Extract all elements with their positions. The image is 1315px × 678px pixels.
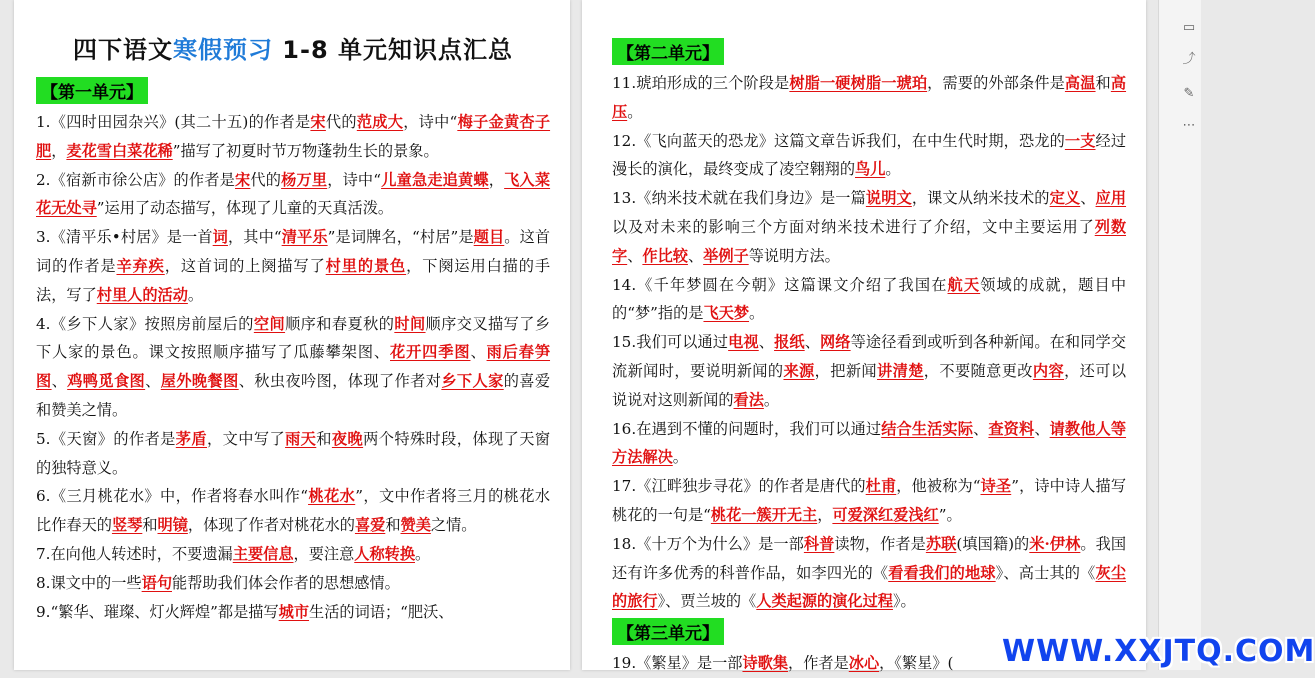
title-part-3: 1-8 单元知识点汇总 bbox=[272, 36, 514, 64]
answer-text: 查资料 bbox=[988, 419, 1035, 438]
answer-text: 村里的景色 bbox=[325, 256, 407, 275]
item-text: 、 bbox=[145, 372, 161, 391]
item-text: 11.琥珀形成的三个阶段是 bbox=[612, 74, 790, 92]
item-text: 9.“繁华、璀璨、灯火辉煌”都是描写 bbox=[36, 602, 279, 621]
item-text: ，文中写了 bbox=[207, 429, 286, 448]
item-text: 1.《四时田园杂兴》(其二十五)的作者是 bbox=[36, 113, 311, 131]
answer-text: 应用 bbox=[1095, 189, 1127, 208]
item-text: 经过漫长的演化，最终变成了凌空翱翔的 bbox=[612, 131, 1127, 179]
knowledge-item bbox=[612, 69, 1126, 127]
answer-text: 语句 bbox=[141, 573, 172, 592]
knowledge-item bbox=[36, 108, 550, 166]
answer-text: 杜甫 bbox=[865, 477, 897, 496]
answer-text: 举例子 bbox=[703, 246, 749, 265]
answer-text: 请教他人等方法解决 bbox=[612, 419, 1127, 467]
document-page-right bbox=[582, 0, 1146, 673]
knowledge-item bbox=[612, 271, 1126, 329]
item-text: 。 bbox=[749, 304, 765, 323]
answer-text: 辛弃疾 bbox=[116, 256, 165, 275]
answer-text: 可爱深红爱浅红 bbox=[832, 505, 939, 524]
item-text: 生活的词语；“肥沃、 bbox=[309, 602, 454, 621]
answer-text: 飞天梦 bbox=[703, 304, 750, 323]
item-text: ”是词牌名，“村居”是 bbox=[327, 228, 474, 247]
knowledge-item bbox=[612, 472, 1126, 530]
answer-text: 电视 bbox=[728, 333, 759, 352]
answer-text: 苏联 bbox=[925, 534, 957, 553]
item-text: ，需要的外部条件是 bbox=[927, 74, 1065, 92]
item-text: ”，诗中诗人描写桃花的一句是“ bbox=[612, 477, 1127, 524]
answer-text: 内容 bbox=[1032, 361, 1065, 380]
item-text: (填国籍)的 bbox=[956, 534, 1030, 553]
answer-text: 城市 bbox=[278, 602, 310, 621]
item-text: 等说明方法。 bbox=[748, 246, 840, 265]
page-icon[interactable]: ▭ bbox=[1182, 20, 1196, 35]
title-part-1: 四下语文 bbox=[72, 36, 173, 64]
item-text: ，作者是 bbox=[788, 654, 849, 673]
item-text: ”运用了动态描写，体现了儿童的天真活泼。 bbox=[96, 199, 394, 218]
item-text: 。 bbox=[885, 160, 901, 179]
knowledge-item bbox=[612, 415, 1126, 473]
answer-text: 来源 bbox=[783, 361, 815, 380]
item-text: 8.课文中的一些 bbox=[36, 573, 142, 592]
item-text: ， bbox=[817, 505, 833, 524]
answer-text: 作比较 bbox=[642, 246, 688, 265]
item-text: 。 bbox=[627, 102, 643, 121]
item-text: 和 bbox=[1095, 74, 1111, 92]
more-icon[interactable]: ⋯ bbox=[1182, 118, 1196, 133]
answer-text: 一支 bbox=[1064, 131, 1096, 150]
document-page-left bbox=[14, 0, 570, 670]
answer-text: 飞入菜花无处寻 bbox=[36, 170, 551, 218]
item-text: ，《繁星》( bbox=[879, 654, 954, 673]
answer-text: 结合生活实际 bbox=[881, 419, 974, 438]
answer-text: 主要信息 bbox=[232, 544, 294, 563]
item-text: 2.《宿新市徐公店》的作者是 bbox=[36, 170, 235, 189]
item-text: 17.《江畔独步寻花》的作者是唐代的 bbox=[612, 477, 866, 496]
item-text: ，要注意 bbox=[293, 544, 355, 563]
answer-text: 冰心 bbox=[848, 654, 880, 673]
knowledge-item bbox=[36, 540, 550, 569]
item-text: 代的 bbox=[250, 170, 282, 189]
item-text: 12.《飞向蓝天的恐龙》这篇文章告诉我们，在中生代时期，恐龙的 bbox=[612, 131, 1065, 150]
answer-text: 诗歌集 bbox=[742, 654, 789, 673]
item-text: 能帮助我们体会作者的思想感情。 bbox=[172, 573, 400, 592]
item-text: ，把新闻 bbox=[814, 361, 878, 380]
unit-heading-3: 【第三单元】 bbox=[612, 618, 724, 645]
item-text: ，课文从纳米技术的 bbox=[911, 189, 1050, 208]
item-text: ，不要随意更改 bbox=[923, 361, 1033, 380]
answer-text: 高温 bbox=[1064, 74, 1096, 92]
answer-text: 宋 bbox=[235, 170, 251, 189]
item-text: 、 bbox=[804, 333, 820, 352]
answer-text: 看看我们的地球 bbox=[888, 563, 996, 582]
item-text: 、 bbox=[1080, 189, 1096, 208]
answer-text: 鸟儿 bbox=[855, 160, 886, 179]
item-text: 19.《繁星》是一部 bbox=[612, 654, 743, 673]
item-text: ，诗中“ bbox=[327, 170, 382, 189]
answer-text: 时间 bbox=[394, 314, 426, 333]
page-title bbox=[36, 30, 550, 65]
answer-text: 人称转换 bbox=[354, 544, 415, 563]
item-text: 6.《三月桃花水》中，作者将春水叫作“ bbox=[36, 487, 309, 506]
item-text: 、秋虫夜吟图，体现了作者对 bbox=[238, 372, 442, 391]
knowledge-item bbox=[612, 530, 1126, 616]
knowledge-item bbox=[612, 127, 1126, 185]
item-text: 。这首词的作者是 bbox=[36, 228, 551, 275]
item-text: 7.在向他人转述时，不要遗漏 bbox=[36, 544, 233, 563]
knowledge-item bbox=[36, 598, 550, 627]
rotate-icon[interactable]: ⤴ bbox=[1182, 52, 1196, 67]
answer-text: 定义 bbox=[1049, 189, 1081, 208]
knowledge-item bbox=[36, 425, 550, 483]
item-text: 、 bbox=[973, 419, 989, 438]
knowledge-item bbox=[36, 569, 550, 598]
item-text: 、 bbox=[51, 372, 68, 391]
answer-text: 看法 bbox=[733, 390, 764, 409]
answer-text: 说明文 bbox=[865, 189, 912, 208]
answer-text: 题目 bbox=[473, 228, 505, 247]
knowledge-item bbox=[36, 482, 550, 540]
item-text: 4.《乡下人家》按照房前屋后的 bbox=[36, 314, 254, 333]
answer-text: 范成大 bbox=[356, 113, 404, 131]
answer-text: 儿童急走追黄蝶 bbox=[381, 170, 489, 189]
item-text: ”，文中作者将三月的桃花水比作春天的 bbox=[36, 487, 551, 535]
answer-text: 宋 bbox=[310, 113, 326, 131]
item-text: ， bbox=[488, 170, 505, 189]
item-text: 5.《天窗》的作者是 bbox=[36, 429, 176, 448]
item-text: 。 bbox=[763, 390, 780, 409]
right-column bbox=[582, 0, 1146, 678]
item-text: 。 bbox=[672, 448, 688, 467]
item-text: ，下阕运用白描的手法，写了 bbox=[36, 256, 551, 304]
item-text: 、 bbox=[627, 246, 643, 265]
item-text: 、 bbox=[1034, 419, 1050, 438]
item-text: 两个特殊时段，体现了天窗的独特意义。 bbox=[36, 429, 550, 477]
item-text: 》、贾兰坡的《 bbox=[657, 592, 757, 611]
answer-text: 报纸 bbox=[774, 333, 805, 352]
answer-text: 雨天 bbox=[285, 429, 317, 448]
item-text: ，还可以说说对这则新闻的 bbox=[612, 361, 1127, 409]
watermark-text: WWW.XXJTQ.COM bbox=[1002, 634, 1315, 669]
item-text: 领域的成就，题目中的“梦”指的是 bbox=[612, 275, 1126, 323]
item-text: 代的 bbox=[325, 113, 357, 131]
unit-heading-2: 【第二单元】 bbox=[612, 38, 724, 65]
answer-text: 明镜 bbox=[157, 516, 188, 535]
answer-text: 村里人的活动 bbox=[96, 285, 188, 304]
item-text: ，其中“ bbox=[227, 228, 282, 247]
item-text: 和 bbox=[316, 429, 332, 448]
item-text: 、 bbox=[758, 333, 775, 352]
answer-text: 屋外晚餐图 bbox=[160, 372, 239, 391]
item-text: 顺序交叉描写了乡下人家的景色。课文按照顺序描写了瓜藤攀架图、 bbox=[36, 314, 550, 362]
item-text: 以及对未来的影响三个方面对纳米技术进行了介绍，文中主要运用了 bbox=[612, 217, 1095, 236]
answer-text: 人类起源的演化过程 bbox=[756, 592, 893, 611]
answer-text: 乡下人家 bbox=[441, 372, 504, 391]
answer-text: 桃花水 bbox=[308, 487, 356, 506]
answer-text: 夜晚 bbox=[331, 429, 364, 448]
knowledge-item bbox=[36, 223, 550, 309]
answer-text: 科普 bbox=[803, 534, 835, 553]
item-text: ”描写了初夏时节万物蓬勃生长的景象。 bbox=[172, 141, 439, 160]
knowledge-item bbox=[612, 184, 1126, 270]
item-text: 之情。 bbox=[430, 516, 477, 535]
item-text: ，这首词的上阕描写了 bbox=[164, 256, 326, 275]
right-item-list bbox=[612, 69, 1126, 616]
item-text: 、 bbox=[470, 343, 487, 362]
item-text: 等途径看到或听到各种新闻。在和同学交流新闻时，要说明新闻的 bbox=[612, 333, 1127, 380]
item-text: 读物，作者是 bbox=[834, 534, 926, 553]
edit-icon[interactable]: ✎ bbox=[1183, 86, 1195, 101]
answer-text: 喜爱 bbox=[354, 516, 386, 535]
answer-text: 杨万里 bbox=[281, 170, 328, 189]
answer-text: 列数字 bbox=[612, 217, 1127, 265]
item-text: 3.《清平乐•村居》是一首 bbox=[36, 228, 213, 247]
item-text: ， bbox=[51, 141, 67, 160]
answer-text: 灰尘的旅行 bbox=[612, 563, 1127, 611]
item-text: 的喜爱和赞美之情。 bbox=[36, 372, 551, 419]
answer-text: 词 bbox=[212, 228, 228, 247]
item-text: 13.《纳米技术就在我们身边》是一篇 bbox=[612, 189, 866, 208]
answer-text: 茅盾 bbox=[175, 429, 208, 448]
answer-text: 讲清楚 bbox=[877, 361, 924, 380]
knowledge-item bbox=[36, 310, 550, 425]
item-text: 。我国还有许多优秀的科普作品，如李四光的《 bbox=[612, 534, 1127, 582]
item-text: 顺序和春夏秋的 bbox=[285, 314, 395, 333]
item-text: 。 bbox=[415, 544, 431, 563]
answer-text: 空间 bbox=[253, 314, 286, 333]
unit-heading-1: 【第一单元】 bbox=[36, 77, 148, 104]
answer-text: 雨后春笋图 bbox=[36, 343, 551, 391]
item-text: ”。 bbox=[938, 505, 962, 524]
item-text: 、 bbox=[687, 246, 704, 265]
item-text: 15.我们可以通过 bbox=[612, 333, 729, 352]
answer-text: 赞美 bbox=[400, 516, 431, 535]
answer-text: 梅子金黄杏子肥 bbox=[36, 113, 551, 160]
answer-text: 清平乐 bbox=[281, 228, 328, 247]
item-text: 。 bbox=[187, 285, 204, 304]
item-text: 和 bbox=[142, 516, 158, 535]
item-text: ，体现了作者对桃花水的 bbox=[187, 516, 355, 535]
left-column bbox=[14, 0, 570, 626]
answer-text: 树脂一硬树脂一琥珀 bbox=[789, 74, 928, 92]
item-text: ，诗中“ bbox=[403, 113, 458, 131]
item-text: 和 bbox=[385, 516, 401, 535]
answer-text: 桃花一簇开无主 bbox=[710, 505, 818, 524]
side-toolbar bbox=[1158, 0, 1201, 670]
item-text: ，他被称为“ bbox=[896, 477, 981, 496]
answer-text: 米·伊林 bbox=[1029, 534, 1081, 553]
answer-text: 麦花雪白菜花稀 bbox=[66, 141, 173, 160]
item-text: 14.《千年梦圆在今朝》这篇课文介绍了我国在 bbox=[612, 275, 948, 294]
knowledge-item bbox=[612, 328, 1126, 414]
answer-text: 诗圣 bbox=[980, 477, 1012, 496]
item-text: 16.在遇到不懂的问题时，我们可以通过 bbox=[612, 419, 882, 438]
answer-text: 竖琴 bbox=[111, 516, 143, 535]
answer-text: 网络 bbox=[820, 333, 851, 352]
left-item-list bbox=[36, 108, 550, 626]
answer-text: 花开四季图 bbox=[390, 343, 471, 362]
answer-text: 高压 bbox=[612, 74, 1127, 121]
item-text: 》、高士其的《 bbox=[995, 563, 1096, 582]
item-text: 18.《十万个为什么》是一部 bbox=[612, 534, 804, 553]
item-text: 》。 bbox=[892, 592, 916, 611]
answer-text: 航天 bbox=[947, 275, 981, 294]
knowledge-item bbox=[36, 166, 550, 224]
title-highlight: 寒假预习 bbox=[172, 36, 273, 64]
answer-text: 鸡鸭觅食图 bbox=[67, 372, 146, 391]
